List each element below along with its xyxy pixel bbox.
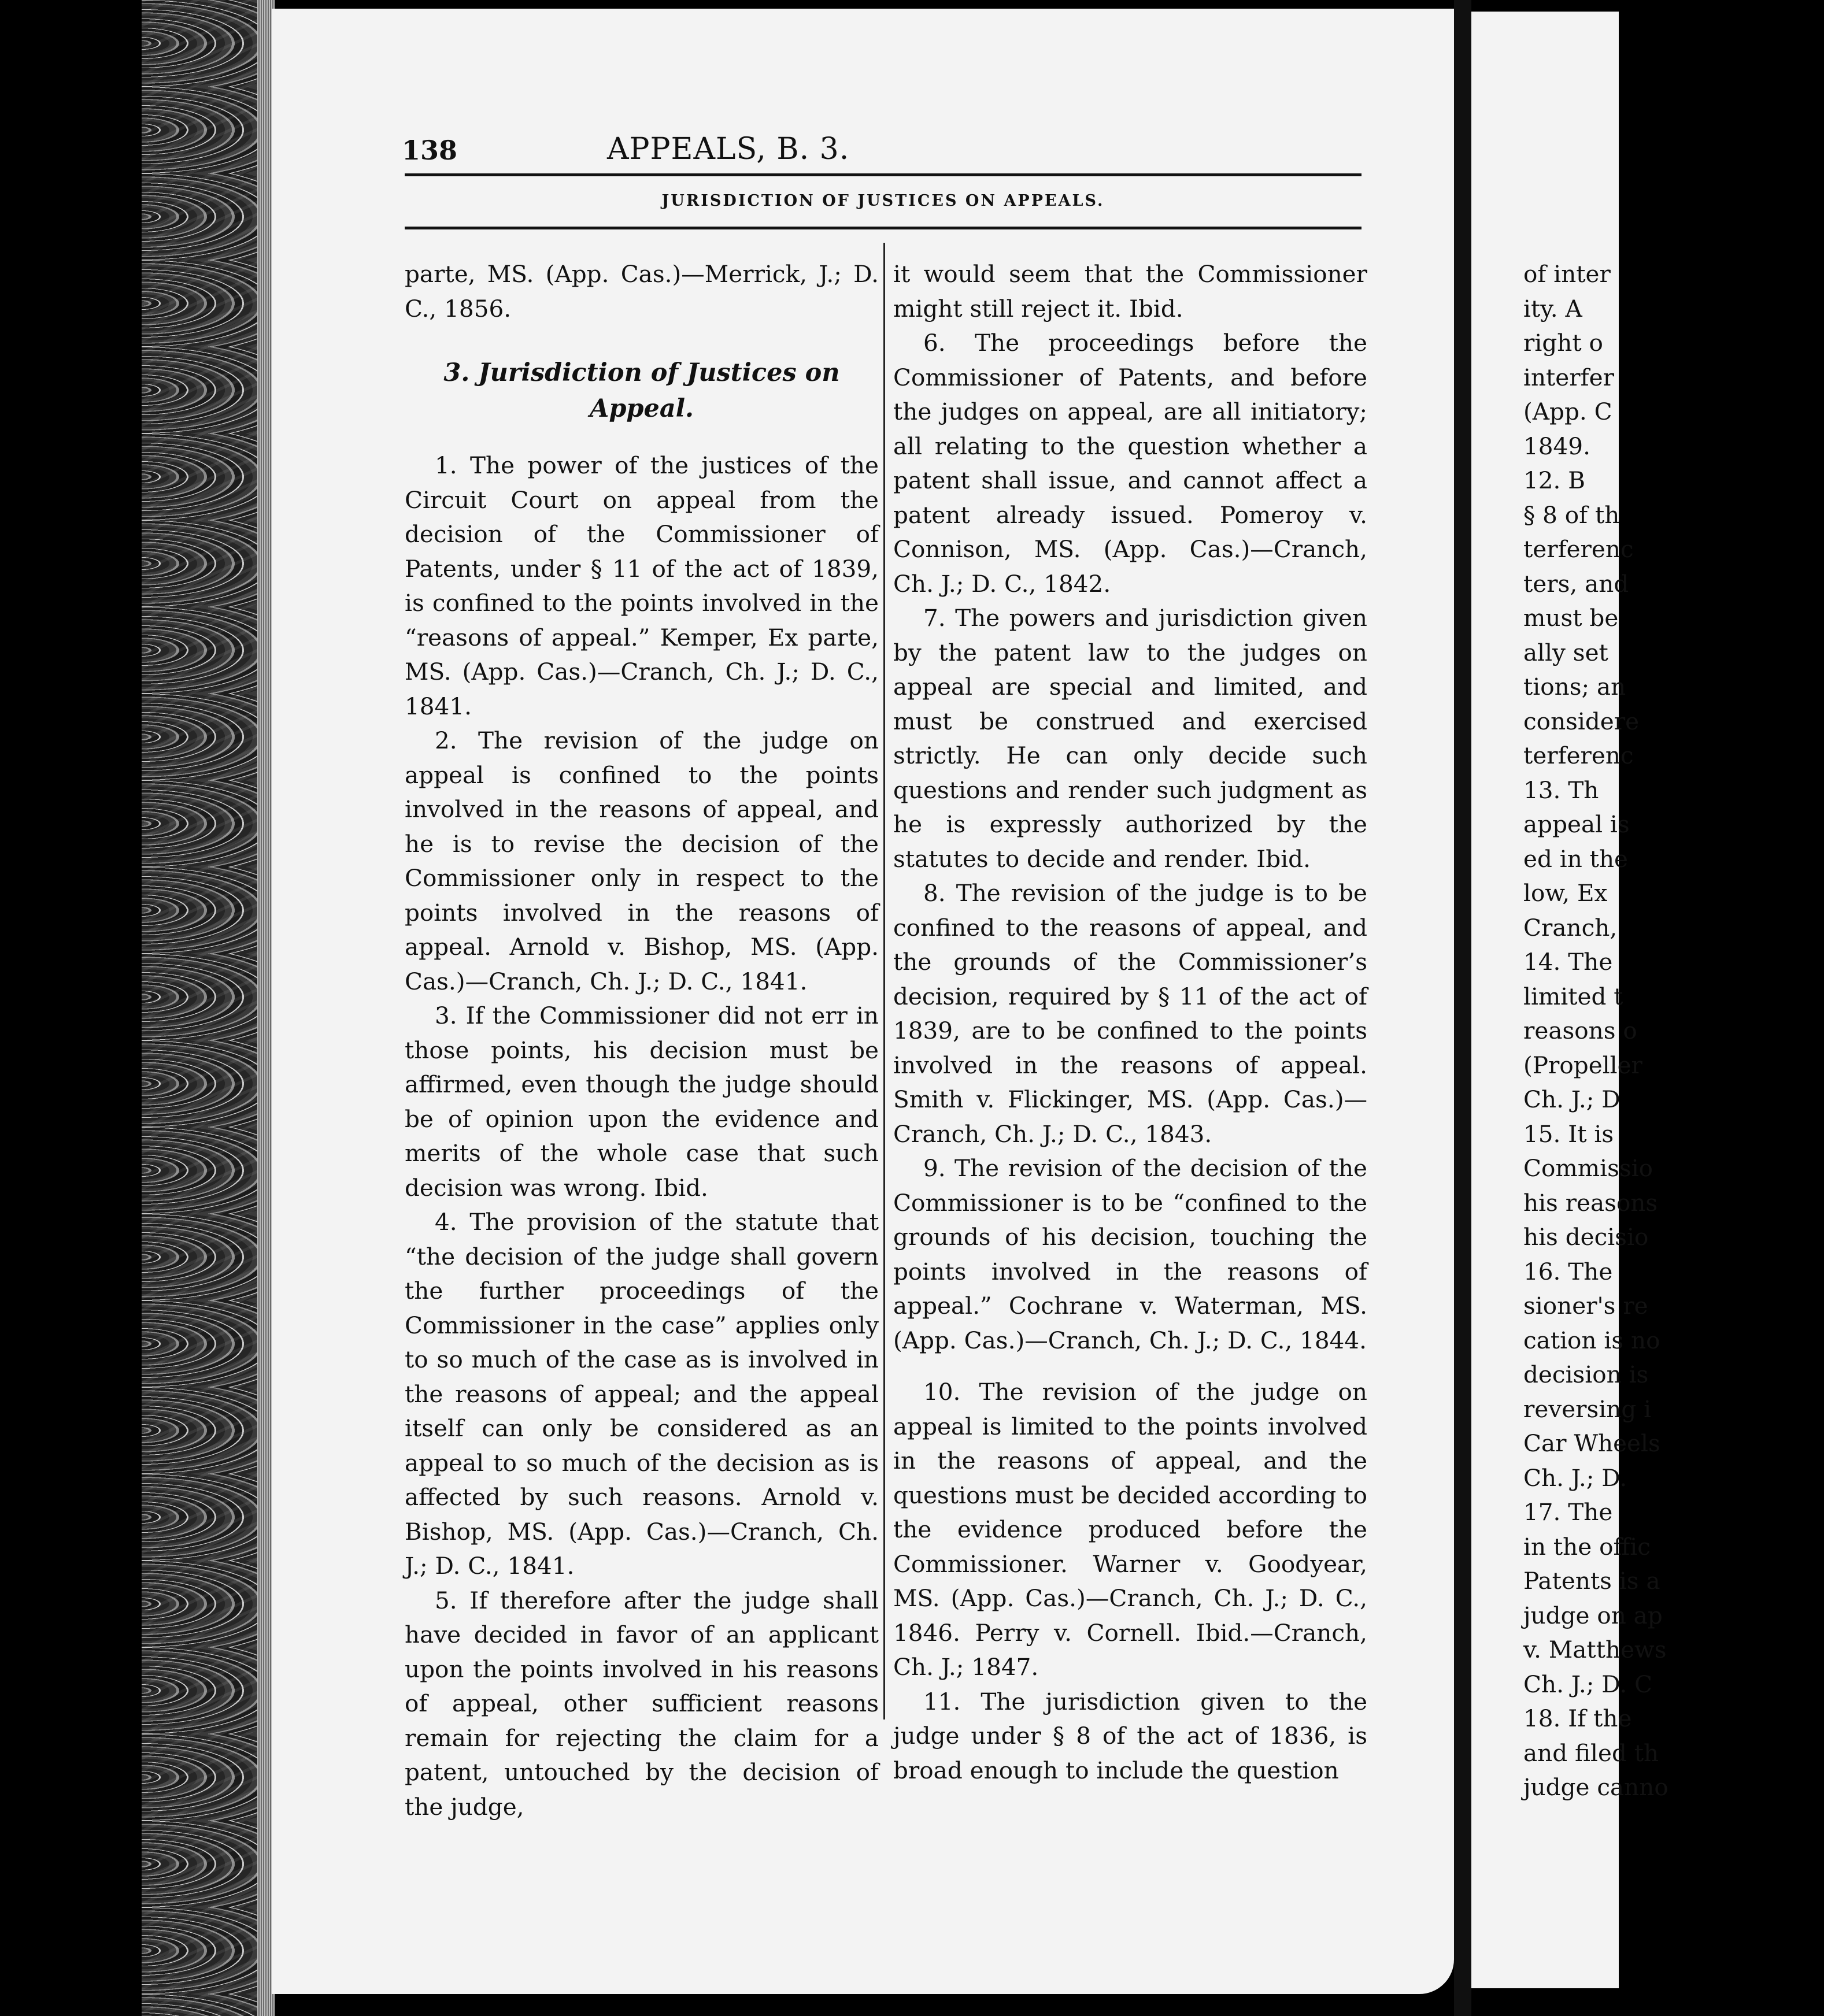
- facing-line: 14. The: [1523, 948, 1613, 976]
- facing-line: Cranch,: [1523, 913, 1618, 942]
- facing-line: 13. Th: [1523, 776, 1599, 804]
- paragraph-10: 10. The revision of the judge on appeal is limited to the points involved in the reasons of appeal, and the questions must be decided according to the evidence produced before the Commissioner. Warner v. Goodyear, MS. (App. Cas.)—Cranch, Ch. J.; D. C., 1846. Perry v. Cornell. Ibid.—Cranch, Ch. J.; 1847.: [893, 1378, 1367, 1681]
- facing-line: terferenc: [1523, 742, 1634, 769]
- facing-line: ed in the: [1523, 844, 1629, 873]
- facing-line: Ch. J.; D.: [1523, 1463, 1627, 1492]
- facing-line: limited t: [1523, 982, 1623, 1010]
- facing-line: 16. The: [1523, 1257, 1613, 1285]
- facing-line: appeal is: [1523, 810, 1630, 838]
- facing-line: (App. C: [1523, 398, 1612, 425]
- facing-line: Commissio: [1523, 1154, 1653, 1182]
- facing-line: terferenc: [1523, 535, 1634, 563]
- facing-line: low, Ex: [1523, 879, 1608, 907]
- header-rule-top: [405, 173, 1361, 176]
- facing-line: 1849.: [1523, 432, 1590, 460]
- section-head: JURISDICTION OF JUSTICES ON APPEALS.: [661, 192, 1105, 210]
- facing-line: and filed th: [1523, 1739, 1659, 1767]
- middle-column: [893, 257, 1367, 1788]
- paragraph-6: 6. The proceedings before the Commissioner of Patents, and before the judges on appeal, are all initiatory; all relating to the question whether a patent shall issue, and cannot affect a patent already issued. Pomeroy v. Connison, MS. (App. Cas.)—Cranch, Ch. J.; D. C., 1842.: [893, 329, 1367, 598]
- facing-line: of inter: [1523, 260, 1611, 288]
- paragraph-continuation: parte, MS. (App. Cas.)—Merrick, J.; D. C., 1856.: [405, 260, 879, 323]
- facing-line: 12. B: [1523, 466, 1586, 494]
- book-gutter: [1454, 0, 1471, 2016]
- facing-line: his reasons: [1523, 1188, 1658, 1217]
- facing-page-column: [1523, 257, 1824, 1805]
- facing-line: tions; an: [1523, 673, 1626, 701]
- facing-line: § 8 of th: [1523, 501, 1620, 529]
- facing-line: reversing i: [1523, 1395, 1652, 1423]
- facing-line: right o: [1523, 329, 1603, 357]
- facing-line: v. Matthews: [1523, 1636, 1667, 1663]
- facing-line: sioner's re: [1523, 1292, 1648, 1320]
- facing-page: [1471, 12, 1668, 1988]
- facing-line: ity. A: [1523, 294, 1582, 323]
- facing-line: judge canno: [1523, 1773, 1668, 1801]
- page-number: 138: [402, 135, 458, 166]
- paragraph-7: 7. The powers and jurisdiction given by the patent law to the judges on appeal are special and limited, and must be construed and exercised strictly. He can only decide such questions and render such judgment as he is expressly authorized by the statutes to decide and render. Ibid.: [893, 604, 1367, 873]
- paragraph-1: 1. The power of the justices of the Circuit Court on appeal from the decision of the Commissioner of Patents, under § 11 of the act of 1839, is confined to the points involved in the “reasons of appeal.” Kemper, Ex parte, MS. (App. Cas.)—Cranch, Ch. J.; D. C., 1841.: [405, 451, 879, 720]
- facing-line: 17. The: [1523, 1498, 1613, 1526]
- paragraph-continuation: it would seem that the Commissioner might still reject it. Ibid.: [893, 260, 1367, 323]
- paragraph-5: 5. If therefore after the judge shall have decided in favor of an applicant upon the points involved in his reasons of appeal, other sufficient reasons remain for rejecting the claim for a patent, untouched by the decision of the judge,: [405, 1586, 879, 1821]
- paragraph-2: 2. The revision of the judge on appeal is confined to the points involved in the reasons of appeal, and he is to revise the decision of the Commissioner only in respect to the points involved in the reasons of appeal. Arnold v. Bishop, MS. (App. Cas.)—Cranch, Ch. J.; D. C., 1841.: [405, 727, 879, 995]
- facing-line: reasons o: [1523, 1017, 1637, 1044]
- facing-line: Patents is a: [1523, 1567, 1660, 1595]
- paragraph-8: 8. The revision of the judge is to be confined to the reasons of appeal, and the grounds of the Commissioner’s decision, required by § 11 of the act of 1839, are to be confined to the points involved in the reasons of appeal. Smith v. Flickinger, MS. (App. Cas.)—Cranch, Ch. J.; D. C., 1843.: [893, 879, 1367, 1148]
- facing-line: Car Wheels: [1523, 1429, 1660, 1457]
- facing-line: judge on ap: [1523, 1601, 1663, 1629]
- facing-line: interfer: [1523, 363, 1614, 391]
- facing-line: ally set: [1523, 638, 1608, 666]
- facing-line: his decisio: [1523, 1223, 1649, 1251]
- facing-line: cation is no: [1523, 1326, 1660, 1354]
- facing-line: Ch. J.; D: [1523, 1085, 1620, 1113]
- facing-line: in the offic: [1523, 1532, 1651, 1561]
- facing-line: 15. It is: [1523, 1120, 1614, 1148]
- subsection-heading: 3. Jurisdiction of Justices on Appeal.: [443, 358, 840, 423]
- facing-line: (Propeller: [1523, 1051, 1642, 1079]
- paragraph-4: 4. The provision of the statute that “the decision of the judge shall govern the further proceedings of the Commissioner in the case” applies only to so much of the case as is involved in the reasons of appeal; and the appeal itself can only be considered as an appeal to so much of the decision as is affected by such reasons. Arnold v. Bishop, MS. (App. Cas.)—Cranch, Ch. J.; D. C., 1841.: [405, 1208, 879, 1580]
- facing-line: considere: [1523, 707, 1640, 735]
- marbled-endpaper: [142, 0, 272, 2016]
- facing-line: must be: [1523, 604, 1619, 632]
- paragraph-11: 11. The jurisdiction given to the judge under § 8 of the act of 1836, is broad enough to include the question: [893, 1687, 1367, 1784]
- header-rule-bottom: [405, 227, 1361, 229]
- column-divider: [883, 243, 885, 1719]
- facing-line: 18. If the: [1523, 1704, 1632, 1732]
- left-column: [405, 257, 879, 1824]
- facing-line: decision is: [1523, 1361, 1649, 1388]
- paragraph-3: 3. If the Commissioner did not err in those points, his decision must be affirmed, even though the judge should be of opinion upon the evidence and merits of the whole case that such decision was wrong. Ibid.: [405, 1002, 879, 1202]
- paragraph-9: 9. The revision of the decision of the Commissioner is to be “confined to the grounds of his decision, touching the points involved in the reasons of appeal.” Cochrane v. Waterman, MS. (App. Cas.)—Cranch, Ch. J.; D. C., 1844.: [893, 1154, 1367, 1354]
- facing-line: Ch. J.; D. C: [1523, 1670, 1653, 1698]
- facing-line: ters, and: [1523, 569, 1629, 598]
- running-head: APPEALS, B. 3.: [607, 132, 850, 166]
